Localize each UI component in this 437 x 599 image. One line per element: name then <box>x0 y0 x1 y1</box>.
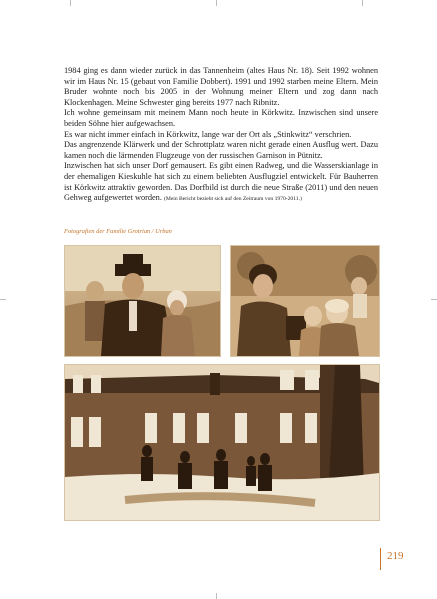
body-text <box>64 66 378 205</box>
paragraph-text: Inzwischen hat sich unser Dorf gemausert. Es gibt einen Radweg, und die Wasserskianlage in der ehemaligen Kieskuhle hat sich zu einem beliebten Ausflugziel entwickelt. Für Bauherren ist Körkwitz attraktiv geworden. Das Dorfbild ist durch die neue Straße (2011) und den neuen Gehweg aufgewertet worden. <box>64 161 378 203</box>
photo-building-winter <box>64 364 380 521</box>
page-number-rule <box>380 548 381 570</box>
crop-mark <box>0 299 6 300</box>
crop-mark <box>70 0 71 6</box>
crop-mark <box>431 299 437 300</box>
page-number: 219 <box>387 550 404 562</box>
paragraph: Es war nicht immer einfach in Körkwitz, lange war der Ort als „Stinkwitz“ verschrien. <box>64 129 352 139</box>
paragraph: Das angrenzende Klärwerk und der Schrottplatz waren nicht gerade einen Ausflug wert. Dazu kamen noch die lärmenden Flugzeuge von der russischen Garnison in Pütnitz. <box>64 140 378 160</box>
crop-mark <box>362 0 363 6</box>
photo-woman-with-children <box>230 245 380 357</box>
paragraph: 1984 ging es dann wieder zurück in das Tannenheim (altes Haus Nr. 18). Seit 1992 wohnen wir im Haus Nr. 15 (gebaut von Familie Dobbert). 1991 und 1992 starben meine Eltern. Mein Bruder wohnte noch bis 2005 in der Wohnung meiner Eltern und zog dann nach Klockenhagen. Meine Schwester ging bereits 1977 nach Ribnitz. <box>64 66 378 107</box>
photo-man-with-children <box>64 245 221 357</box>
crop-mark <box>216 0 217 6</box>
paragraph <box>64 161 378 204</box>
paragraph: Ich wohne gemeinsam mit meinem Mann noch heute in Körkwitz. Inzwischen sind unsere beiden Söhne hier aufgewachsen. <box>64 108 378 128</box>
crop-mark <box>216 593 217 599</box>
photo-caption: Fotografien der Familie Grotrian / Urban <box>64 228 172 235</box>
footnote: (Mein Bericht bezieht sich auf den Zeitraum von 1970-2011.) <box>163 196 302 203</box>
